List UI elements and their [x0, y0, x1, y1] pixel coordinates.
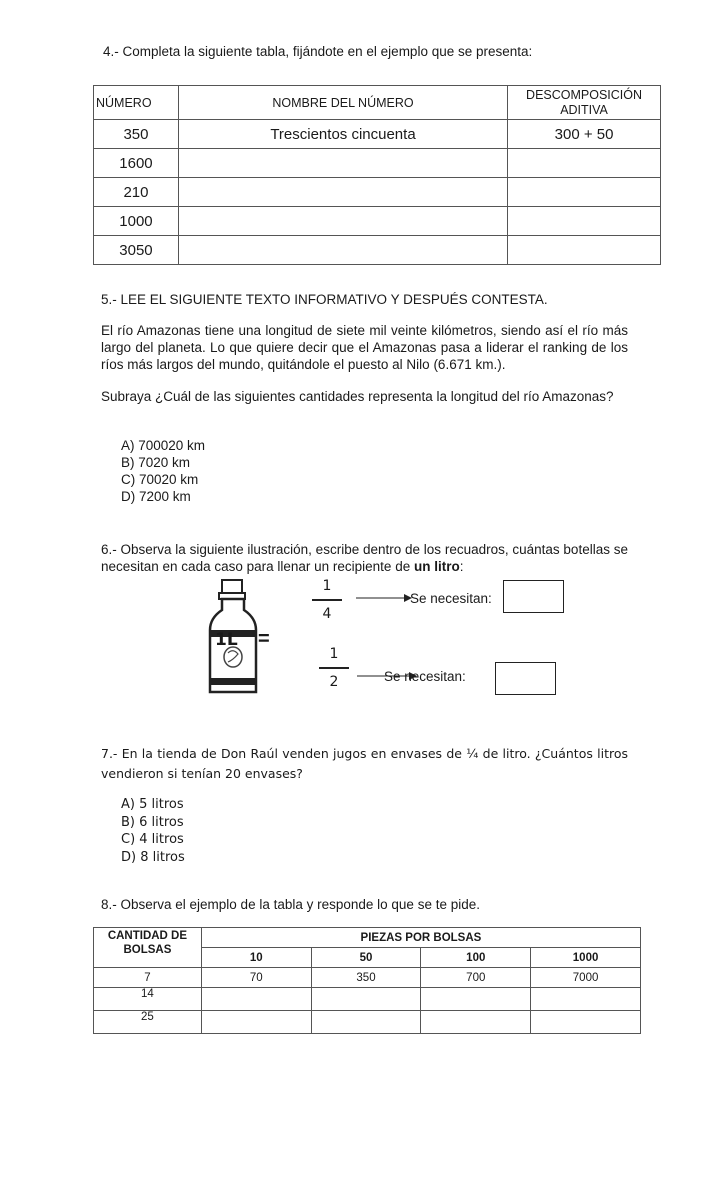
header-cantidad-bolsas: CANTIDAD DE BOLSAS [94, 928, 202, 968]
header-piezas-por-bolsas: PIEZAS POR BOLSAS [201, 928, 640, 948]
cell-bags: 7 [94, 968, 202, 988]
bottle-label: 1L [215, 630, 238, 650]
fraction-denominator: 4 [322, 606, 332, 622]
cell-blank[interactable] [531, 1011, 641, 1034]
q6-title [101, 541, 628, 575]
pieces-per-bag-table [93, 927, 641, 1034]
cell-bags: 25 [94, 1011, 202, 1034]
option-c[interactable]: C) 70020 km [121, 472, 199, 487]
cell-blank[interactable] [201, 1011, 311, 1034]
fraction-one-half [319, 646, 349, 690]
fraction-denominator: 2 [329, 674, 339, 690]
table-header-row [94, 928, 641, 948]
q5-options [121, 437, 205, 505]
table-row [94, 149, 661, 178]
fraction-numerator: 1 [322, 578, 332, 594]
cell-name-blank[interactable] [178, 149, 507, 178]
option-a[interactable]: A) 5 litros [121, 797, 184, 812]
cell-name-blank[interactable] [178, 236, 507, 265]
table-row [94, 1011, 641, 1034]
cell-value: 700 [421, 968, 531, 988]
cell-number: 3050 [94, 236, 179, 265]
header-descomposicion-line2: ADITIVA [560, 102, 608, 117]
cell-blank[interactable] [531, 988, 641, 1011]
q6-title-text: 6.- Observa la siguiente ilustración, escribe dentro de los recuadros, cuántas botellas se necesitan en cada caso para llenar un recipiente de [101, 542, 628, 574]
cell-value: 7000 [531, 968, 641, 988]
fraction-bar [312, 599, 342, 601]
table-row [94, 120, 661, 149]
cell-blank[interactable] [201, 988, 311, 1011]
cell-value: 70 [201, 968, 311, 988]
q6-title-end: : [459, 559, 464, 574]
subheader-100: 100 [421, 948, 531, 968]
cell-blank[interactable] [311, 1011, 421, 1034]
subheader-1000: 1000 [531, 948, 641, 968]
q7-options [121, 796, 185, 866]
table-header-row [94, 86, 661, 120]
cell-decomposition: 300 + 50 [508, 120, 661, 149]
answer-box-2[interactable] [495, 662, 556, 695]
option-b[interactable]: B) 6 litros [121, 814, 184, 830]
option-b[interactable]: B) 7020 km [121, 455, 191, 470]
cell-name: Trescientos cincuenta [178, 120, 507, 149]
cell-number: 1000 [94, 207, 179, 236]
cell-value: 350 [311, 968, 421, 988]
q4-title: 4.- Completa la siguiente tabla, fijándote en el ejemplo que se presenta: [103, 44, 533, 59]
table-row [94, 207, 661, 236]
table-row [94, 968, 641, 988]
q8-title: 8.- Observa el ejemplo de la tabla y responde lo que se te pide. [101, 897, 480, 912]
arrow-icon [356, 593, 412, 603]
q5-paragraph: El río Amazonas tiene una longitud de siete mil veinte kilómetros, siendo así el río más largo del planeta. Lo que quiere decir que el Amazonas pasa a liderar el ranking de los ríos más largos del mundo, quitándole el puesto al Nilo (6.671 km.). [101, 323, 628, 372]
q5-title: 5.- LEE EL SIGUIENTE TEXTO INFORMATIVO Y DESPUÉS CONTESTA. [101, 292, 548, 307]
header-descomposicion-line1: DESCOMPOSICIÓN [526, 87, 643, 102]
cell-bags: 14 [94, 988, 202, 1011]
cell-decomposition-blank[interactable] [508, 149, 661, 178]
option-c[interactable]: C) 4 litros [121, 832, 184, 847]
fraction-bar [319, 667, 349, 669]
cell-blank[interactable] [311, 988, 421, 1011]
table-row [94, 988, 641, 1011]
q5-question: Subraya ¿Cuál de las siguientes cantidades representa la longitud del río Amazonas? [101, 389, 614, 404]
subheader-50: 50 [311, 948, 421, 968]
answer-box-1[interactable] [503, 580, 564, 613]
number-name-table [93, 85, 661, 265]
cell-number: 1600 [94, 149, 179, 178]
table-row [94, 178, 661, 207]
cell-decomposition-blank[interactable] [508, 207, 661, 236]
equals-sign: = [258, 628, 270, 650]
option-d[interactable]: D) 7200 km [121, 489, 191, 504]
cell-blank[interactable] [421, 1011, 531, 1034]
header-nombre: NOMBRE DEL NÚMERO [178, 86, 507, 120]
table-row [94, 236, 661, 265]
cell-decomposition-blank[interactable] [508, 236, 661, 265]
option-d[interactable]: D) 8 litros [121, 849, 185, 865]
cell-name-blank[interactable] [178, 178, 507, 207]
header-numero: NÚMERO [94, 86, 179, 120]
option-a[interactable]: A) 700020 km [121, 438, 206, 453]
need-label-1: Se necesitan: [410, 591, 492, 606]
fraction-one-quarter [312, 578, 342, 622]
subheader-10: 10 [201, 948, 311, 968]
cell-number: 350 [94, 120, 179, 149]
q6-title-bold: un litro [413, 559, 460, 574]
cell-blank[interactable] [421, 988, 531, 1011]
cell-decomposition-blank[interactable] [508, 178, 661, 207]
need-label-2: Se necesitan: [384, 669, 466, 684]
q7-title: 7.- En la tienda de Don Raúl venden jugos en envases de ¼ de litro. ¿Cuántos litros vendieron si tenían 20 envases? [101, 746, 628, 781]
fraction-numerator: 1 [329, 646, 339, 662]
cell-number: 210 [94, 178, 179, 207]
cell-name-blank[interactable] [178, 207, 507, 236]
header-descomposicion [508, 86, 661, 120]
